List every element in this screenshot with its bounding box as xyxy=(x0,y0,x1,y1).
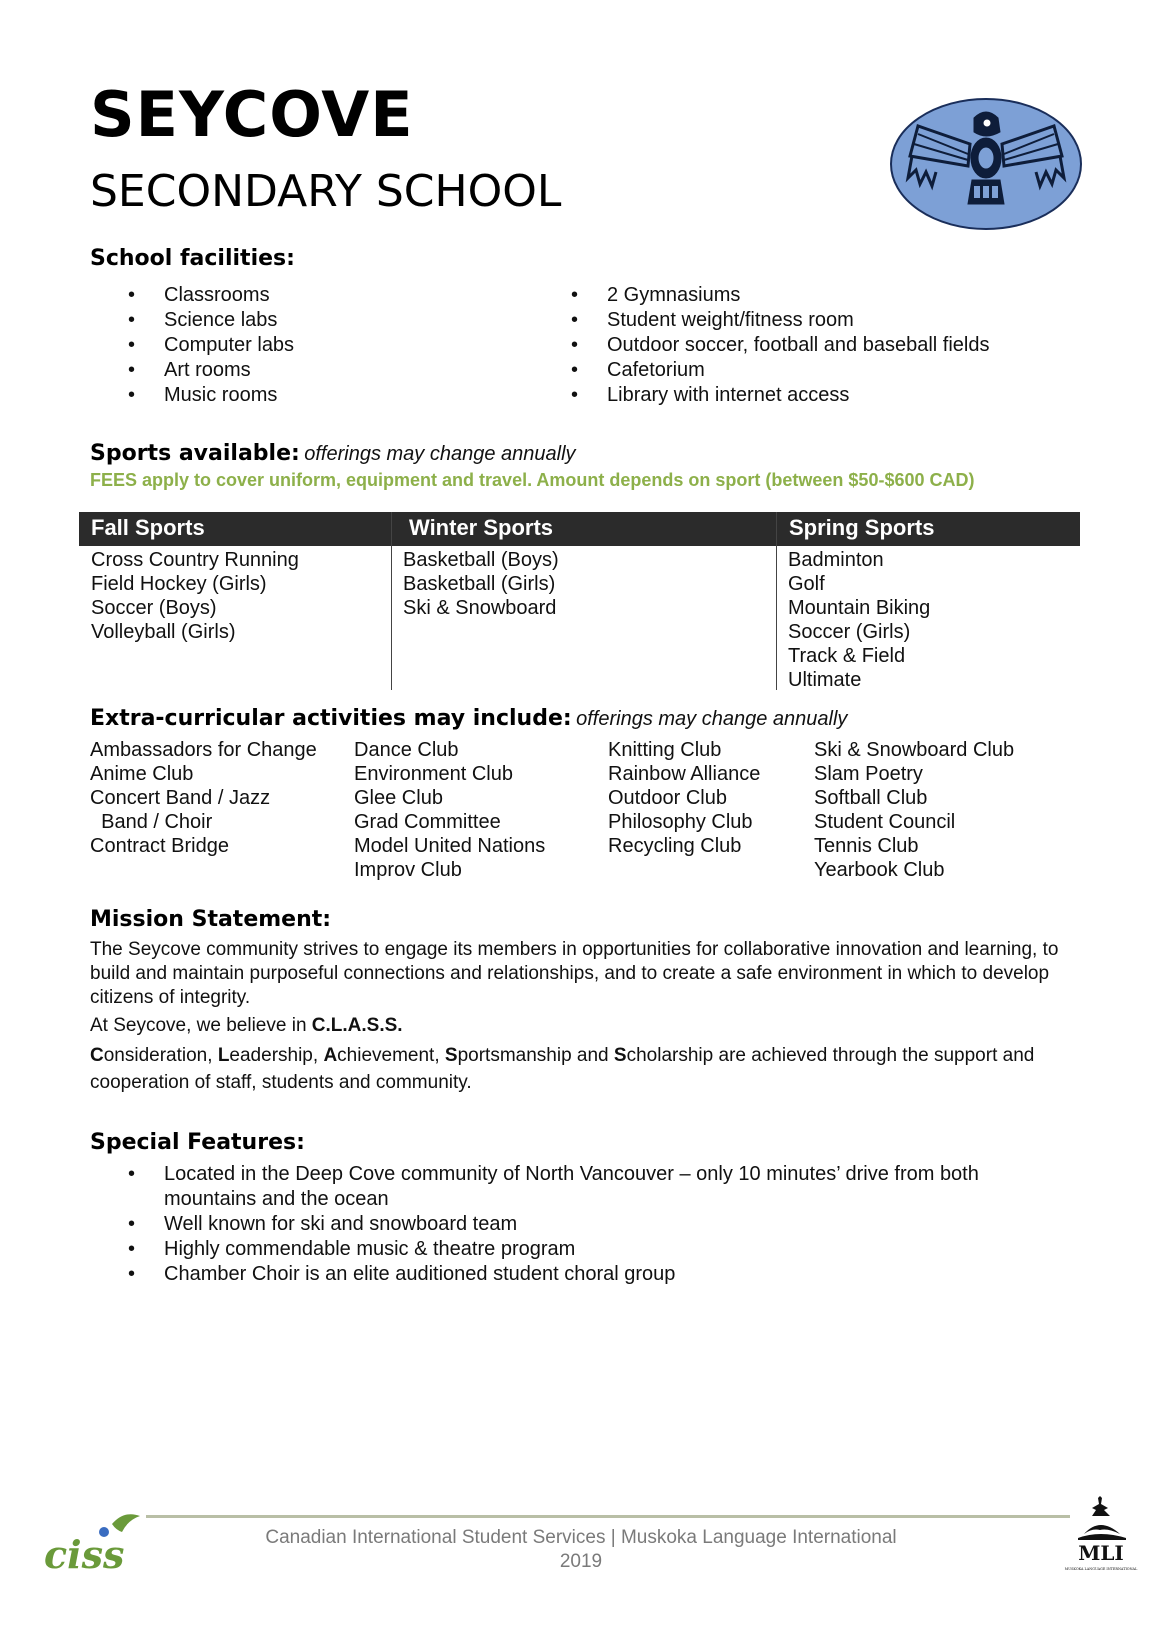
value-initial: C xyxy=(90,1045,104,1066)
list-item: Recycling Club xyxy=(608,835,742,857)
value-rest: portsmanship and xyxy=(457,1045,614,1066)
list-item: Yearbook Club xyxy=(814,859,945,881)
value-rest: chievement, xyxy=(337,1045,445,1066)
list-item: Volleyball (Girls) xyxy=(91,621,236,643)
column-divider xyxy=(391,512,392,690)
winter-sports-list xyxy=(403,548,559,620)
list-item: Concert Band / Jazz xyxy=(90,787,271,809)
extracurricular-heading: Extra-curricular activities may include: xyxy=(90,706,572,731)
special-features-list xyxy=(90,1162,1050,1287)
list-item: • Science labs xyxy=(90,308,510,333)
mli-logo-text: MLI xyxy=(1078,1541,1124,1565)
school-title: SEYCOVE xyxy=(90,78,414,151)
sports-heading: Sports available: xyxy=(90,441,300,466)
sports-note: offerings may change annually xyxy=(304,443,576,465)
spring-sports-list xyxy=(788,548,930,692)
list-item: Cross Country Running xyxy=(91,549,299,571)
activities-column-2 xyxy=(354,738,545,882)
list-item: Field Hockey (Girls) xyxy=(91,573,267,595)
fall-sports-header: Fall Sports xyxy=(91,515,205,540)
list-item: Grad Committee xyxy=(354,811,501,833)
activities-column-1 xyxy=(90,738,317,858)
list-item: Basketball (Girls) xyxy=(403,573,556,595)
list-item: Ski & Snowboard Club xyxy=(814,739,1015,761)
list-item: Badminton xyxy=(788,549,884,571)
fees-note: FEES apply to cover uniform, equipment and travel. Amount depends on sport (between $50-$600 CAD) xyxy=(90,470,975,490)
footer-divider xyxy=(146,1515,1070,1518)
list-item: • Well known for ski and snowboard team xyxy=(90,1212,1050,1237)
values-tail: are achieved through the support and cooperation of staff, students and community. xyxy=(90,1045,1035,1093)
sports-heading-row xyxy=(90,441,576,466)
list-item: Model United Nations xyxy=(354,835,546,857)
list-item: Anime Club xyxy=(90,763,194,785)
footer-line-1: Canadian International Student Services | Muskoka Language International xyxy=(265,1527,897,1548)
list-item: • Computer labs xyxy=(90,333,510,358)
value-initial: A xyxy=(323,1045,338,1066)
class-values xyxy=(90,1042,1070,1096)
list-item: Soccer (Girls) xyxy=(788,621,911,643)
list-item: Philosophy Club xyxy=(608,811,753,833)
list-item: • Art rooms xyxy=(90,358,510,383)
mission-paragraph: The Seycove community strives to engage its members in opportunities for collaborative innovation and learning, to build and maintain purposeful connections and relationships, and to create a safe environment in which to develop citizens of integrity. xyxy=(90,939,1059,1008)
list-item: Slam Poetry xyxy=(814,763,923,785)
facilities-list-right xyxy=(533,283,1093,408)
activities-column-3 xyxy=(608,738,760,858)
extracurricular-note: offerings may change annually xyxy=(576,708,848,730)
list-item: Track & Field xyxy=(788,645,906,667)
ciss-logo-text: ciss xyxy=(44,1532,125,1576)
list-item: Band / Choir xyxy=(90,811,213,833)
list-item: Soccer (Boys) xyxy=(91,597,217,619)
list-item: Softball Club xyxy=(814,787,928,809)
ciss-logo xyxy=(42,1510,152,1576)
list-item: Ambassadors for Change xyxy=(90,739,317,761)
list-item: Golf xyxy=(788,573,825,595)
mli-logo xyxy=(1064,1494,1138,1578)
list-item: • Highly commendable music & theatre program xyxy=(90,1237,1050,1262)
school-crest-logo xyxy=(888,96,1084,232)
winter-sports-header: Winter Sports xyxy=(409,515,554,540)
facilities-heading: School facilities: xyxy=(90,246,295,271)
list-item: • Classrooms xyxy=(90,283,510,308)
footer-text xyxy=(146,1526,1016,1574)
activities-column-4 xyxy=(814,738,1014,882)
list-item: Environment Club xyxy=(354,763,513,785)
school-subtitle: SECONDARY SCHOOL xyxy=(90,166,562,217)
list-item: Basketball (Boys) xyxy=(403,549,559,571)
list-item: • Chamber Choir is an elite auditioned student choral group xyxy=(90,1262,1050,1287)
list-item: Outdoor Club xyxy=(608,787,727,809)
list-item: • 2 Gymnasiums xyxy=(533,283,1093,308)
list-item: • Library with internet access xyxy=(533,383,1093,408)
value-rest: onsideration, xyxy=(103,1045,218,1066)
mission-heading: Mission Statement: xyxy=(90,907,332,932)
list-item: • Outdoor soccer, football and baseball fields xyxy=(533,333,1093,358)
value-rest: eadership, xyxy=(229,1045,324,1066)
value-initial: L xyxy=(217,1045,230,1066)
list-item: Glee Club xyxy=(354,787,443,809)
list-item: Ultimate xyxy=(788,669,862,691)
value-initial: S xyxy=(444,1045,458,1066)
class-intro xyxy=(90,1014,1070,1038)
list-item: Improv Club xyxy=(354,859,462,881)
value-rest: cholarship xyxy=(626,1045,714,1066)
list-item: Dance Club xyxy=(354,739,459,761)
sports-table xyxy=(79,512,1080,692)
extracurricular-heading-row xyxy=(90,706,847,731)
list-item: • Music rooms xyxy=(90,383,510,408)
list-item: Student Council xyxy=(814,811,956,833)
facilities-list-left xyxy=(90,283,510,408)
list-item: Mountain Biking xyxy=(788,597,931,619)
list-item: Knitting Club xyxy=(608,739,722,761)
special-features-heading: Special Features: xyxy=(90,1130,305,1155)
list-item: • Student weight/fitness room xyxy=(533,308,1093,333)
value-initial: S xyxy=(613,1045,627,1066)
list-item: Ski & Snowboard xyxy=(403,597,557,619)
list-item: Rainbow Alliance xyxy=(608,763,761,785)
footer-line-2: 2019 xyxy=(559,1551,603,1572)
class-intro-text: At Seycove, we believe in xyxy=(90,1015,312,1036)
fall-sports-list xyxy=(91,548,299,644)
class-acronym: C.L.A.S.S. xyxy=(311,1015,403,1036)
list-item: Contract Bridge xyxy=(90,835,229,857)
sports-table-header xyxy=(79,512,1080,546)
spring-sports-header: Spring Sports xyxy=(789,515,935,540)
column-divider xyxy=(776,512,777,690)
list-item: • Cafetorium xyxy=(533,358,1093,383)
mli-logo-subtext: MUSKOKA LANGUAGE INTERNATIONAL xyxy=(1064,1567,1138,1571)
list-item: Tennis Club xyxy=(814,835,919,857)
list-item: • Located in the Deep Cove community of North Vancouver – only 10 minutes’ drive from both mountains and the ocean xyxy=(90,1162,1050,1212)
